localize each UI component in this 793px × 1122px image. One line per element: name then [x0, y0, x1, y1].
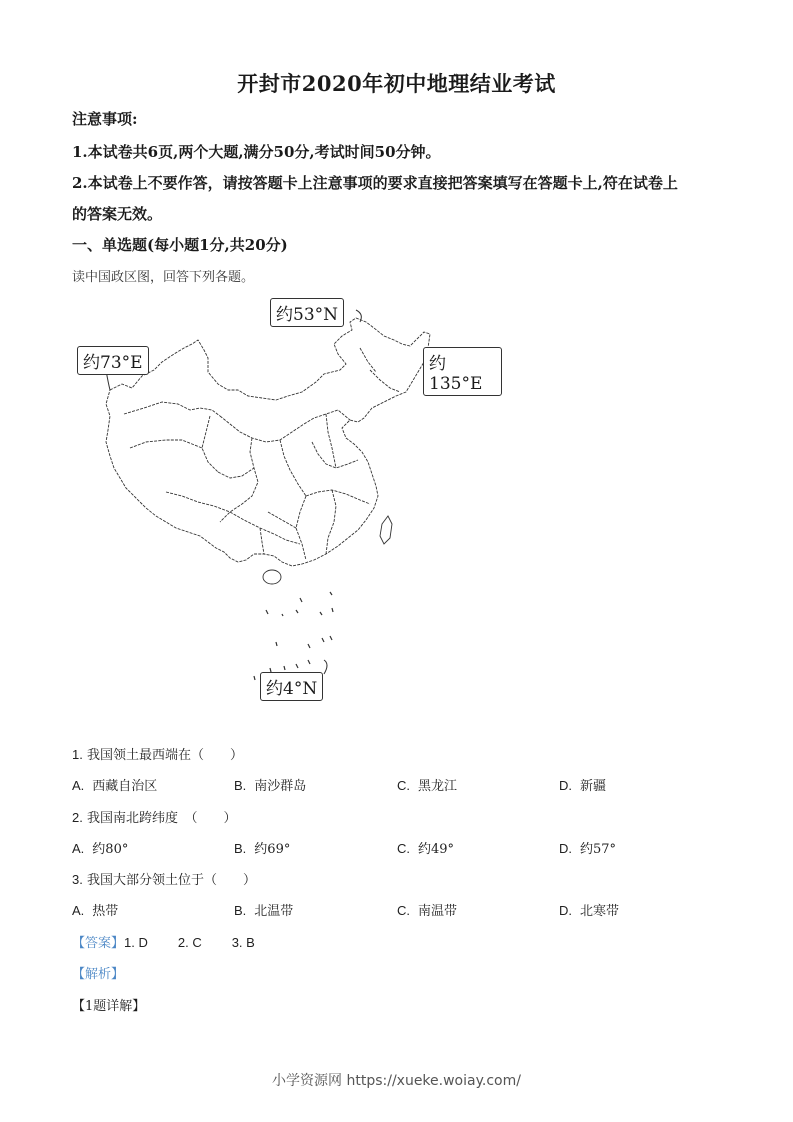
notice-item-2-line-1: 2.本试卷上不要作答，请按答题卡上注意事项的要求直接把答案填写在答题卡上,符在试卷上	[72, 174, 678, 192]
label-south-latitude: 约4°N	[260, 672, 323, 701]
question-3	[72, 869, 256, 888]
analysis-label: 【解析】	[72, 967, 125, 982]
answer-item-3: 3. B	[231, 935, 255, 950]
q3-option-c: C. 南温带	[397, 903, 458, 919]
answer-label: 【答案】	[72, 935, 125, 950]
detail-label: 【1题详解】	[72, 999, 146, 1014]
q1-option-a: A. 西藏自治区	[72, 778, 158, 794]
question-number: 2.	[72, 810, 83, 825]
question-number: 3.	[72, 872, 83, 887]
question-2	[72, 807, 237, 826]
label-west-longitude: 约73°E	[77, 346, 149, 375]
question-text: 我国大部分领土位于（ ）	[86, 873, 256, 888]
q2-option-b: B. 约69°	[234, 841, 291, 857]
notice-heading: 注意事项:	[72, 110, 138, 128]
q1-option-d: D. 新疆	[559, 778, 607, 794]
map-intro-text: 读中国政区图，回答下列各题。	[72, 270, 255, 285]
q3-option-a: A. 热带	[72, 903, 119, 919]
section-heading: 一、单选题(每小题1分,共20分)	[72, 236, 288, 254]
answer-item-2: 2. C	[177, 935, 202, 950]
q2-option-a: A. 约80°	[72, 841, 129, 857]
question-1	[72, 744, 243, 763]
q2-option-d: D. 约57°	[559, 841, 617, 857]
question-number: 1.	[72, 747, 83, 762]
q3-option-b: B. 北温带	[234, 903, 294, 919]
q3-option-d: D. 北寒带	[559, 903, 620, 919]
answer-line	[72, 932, 285, 951]
label-east-longitude: 约135°E	[423, 347, 502, 396]
q1-option-c: C. 黑龙江	[397, 778, 458, 794]
china-political-map	[70, 292, 502, 704]
footer-watermark: 小学资源网 https://xueke.woiay.com/	[272, 1073, 521, 1089]
q1-option-b: B. 南沙群岛	[234, 778, 307, 794]
answer-item-1: 1. D	[124, 935, 148, 950]
question-text: 我国南北跨纬度 （ ）	[86, 811, 237, 826]
question-text: 我国领土最西端在（ ）	[86, 748, 243, 763]
page-title: 开封市2020年初中地理结业考试	[237, 71, 556, 96]
q2-option-c: C. 约49°	[397, 841, 455, 857]
notice-item-2-line-2: 的答案无效。	[72, 205, 163, 223]
label-north-latitude: 约53°N	[270, 298, 344, 327]
hainan-island	[263, 570, 281, 584]
notice-item-1: 1.本试卷共6页,两个大题,满分50分,考试时间50分钟。	[72, 143, 441, 161]
